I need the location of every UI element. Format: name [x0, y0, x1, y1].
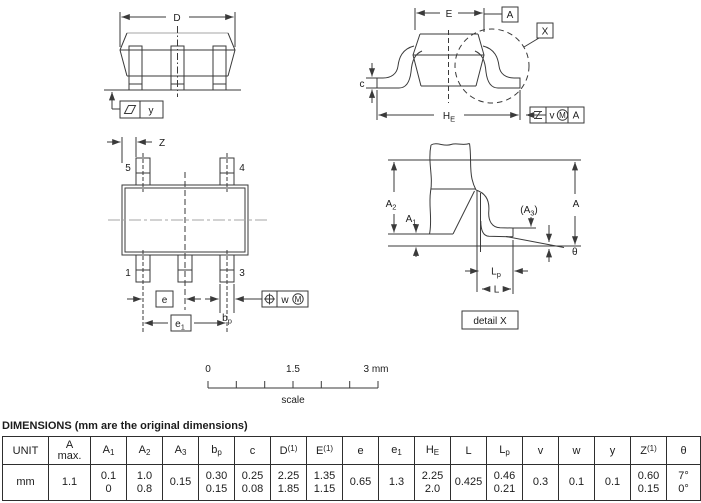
table-value-cell: 0.1 — [559, 465, 595, 501]
table-value-cell: 0.15 — [163, 465, 199, 501]
table-header-cell: UNIT — [3, 437, 49, 465]
table-value-cell: 0.425 — [451, 465, 487, 501]
table-header-cell: L — [451, 437, 487, 465]
table-value-cell: 1.3 — [379, 465, 415, 501]
table-value-cell: 0.1 0 — [91, 465, 127, 501]
table-value-cell: 7° 0° — [667, 465, 701, 501]
dim-a1-label: $A_1$ — [405, 214, 417, 227]
dim-d-label: D — [173, 13, 181, 24]
flatness-ref-label: y — [148, 105, 154, 117]
detail-x-view — [386, 144, 581, 330]
scale-tick-mid: 1.5 — [286, 364, 300, 375]
top-view — [107, 137, 308, 332]
table-header-cell: $b_p$ — [199, 437, 235, 465]
table-header-cell: $A_3$ — [163, 437, 199, 465]
table-value-cell: 0.25 0.08 — [235, 465, 271, 501]
table-value-cell: 0.46 0.21 — [487, 465, 523, 501]
frame-datum-label: A — [572, 110, 580, 122]
table-value-cell: mm — [3, 465, 49, 501]
dim-c-label: c — [359, 79, 365, 90]
dim-a-label: A — [572, 199, 580, 210]
table-value-cell: 1.35 1.15 — [307, 465, 343, 501]
table-value-cell: 2.25 1.85 — [271, 465, 307, 501]
position-symbol-icon — [264, 294, 275, 305]
table-value-cell: 1.1 — [49, 465, 91, 501]
flatness-symbol-icon — [125, 106, 136, 114]
table-header-row — [3, 437, 701, 465]
detail-x-ref-label: X — [541, 26, 549, 38]
table-header-cell: $e_1$ — [379, 437, 415, 465]
detail-zone-circle — [455, 29, 529, 103]
side-view — [360, 7, 585, 124]
table-value-cell: 2.25 2.0 — [415, 465, 451, 501]
table-value-cell: 0.65 — [343, 465, 379, 501]
table-value-row — [3, 465, 701, 501]
table-header-cell: y — [595, 437, 631, 465]
table-header-cell: $D^{(1)}$ — [271, 437, 307, 465]
frame-m-label: M — [559, 111, 566, 120]
dim-bp-label: $b_p$ — [222, 313, 232, 326]
pin-5-label: 5 — [125, 163, 131, 174]
dim-a2-label: $A_2$ — [385, 199, 397, 212]
scale-caption: scale — [281, 395, 305, 406]
dim-theta-label: θ — [572, 247, 578, 258]
detail-x-caption: detail X — [473, 316, 507, 327]
table-value-cell: 0.1 — [595, 465, 631, 501]
dim-a3-label: $(A_3)$ — [520, 205, 538, 218]
table-header-cell: $E^{(1)}$ — [307, 437, 343, 465]
table-header-cell: w — [559, 437, 595, 465]
dimensions-table — [2, 436, 701, 501]
table-value-cell: 0.60 0.15 — [631, 465, 667, 501]
table-header-cell: $Z^{(1)}$ — [631, 437, 667, 465]
table-header-cell: v — [523, 437, 559, 465]
table-header-cell: θ — [667, 437, 701, 465]
dim-e1-label: $e_1$ — [175, 319, 185, 332]
pin-1-label: 1 — [125, 268, 131, 279]
table-value-cell: 1.0 0.8 — [127, 465, 163, 501]
scale-tick-0: 0 — [205, 364, 211, 375]
frame-v-label: v — [549, 110, 555, 122]
table-header-cell: $L_p$ — [487, 437, 523, 465]
frame-m-label: M — [294, 295, 302, 304]
table-header-cell: A max. — [49, 437, 91, 465]
dim-e-pitch-label: e — [161, 295, 168, 306]
pin-3-label: 3 — [239, 268, 245, 279]
dim-l-label: L — [493, 284, 500, 296]
dim-he-label: $H_E$ — [442, 111, 456, 124]
front-view — [104, 12, 241, 118]
table-value-cell: 0.30 0.15 — [199, 465, 235, 501]
scale-bar — [205, 364, 388, 406]
table-header-cell: e — [343, 437, 379, 465]
table-value-cell: 0.3 — [523, 465, 559, 501]
dim-z-label: Z — [159, 138, 166, 149]
frame-w-label: w — [281, 295, 289, 306]
scale-tick-end: 3 mm — [363, 364, 389, 375]
table-header-cell: c — [235, 437, 271, 465]
table-title: DIMENSIONS (mm are the original dimensions) — [2, 420, 248, 432]
table-header-cell: $A_2$ — [127, 437, 163, 465]
table-header-cell: $A_1$ — [91, 437, 127, 465]
pin-4-label: 4 — [239, 163, 245, 174]
dim-lp-label: $L_p$ — [491, 266, 501, 279]
table-header-cell: $H_E$ — [415, 437, 451, 465]
dim-e-label: E — [445, 9, 453, 20]
datum-a-label: A — [506, 10, 514, 21]
